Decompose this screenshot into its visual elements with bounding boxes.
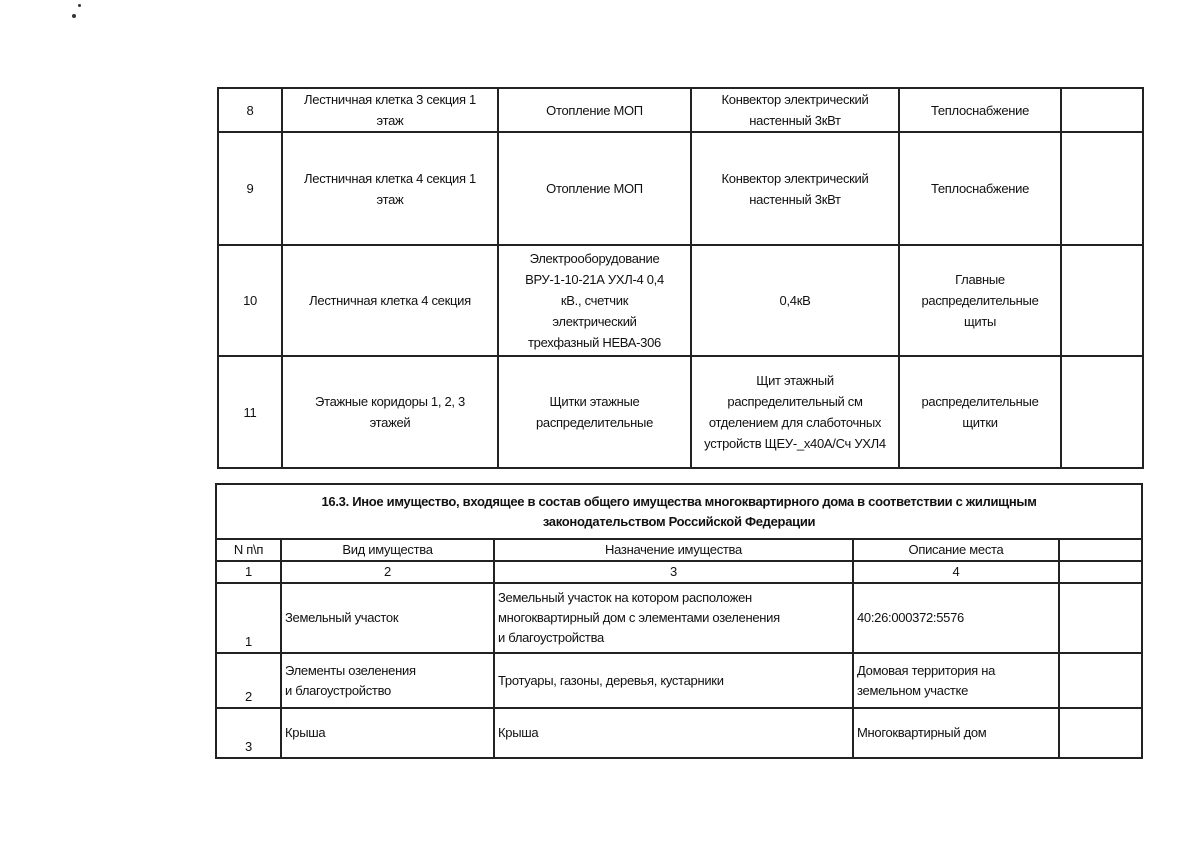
section-title: 16.3. Иное имущество, входящее в состав общего имущества многоквартирного дома в соответствии с жилищным законодательством Российской Федерации [216,484,1142,539]
system-cell: Главные распределительные щиты [899,245,1061,356]
table-row [218,88,1143,132]
column-number [1059,561,1142,583]
purpose-cell: Отопление МОП [498,132,691,245]
location-cell: Лестничная клетка 4 секция [282,245,498,356]
place-cell: Домовая территория на земельном участке [853,653,1059,708]
row-number: 9 [218,132,282,245]
purpose-cell: Тротуары, газоны, деревья, кустарники [494,653,853,708]
header-type: Вид имущества [281,539,494,561]
column-number: 3 [494,561,853,583]
purpose-cell: Щитки этажные распределительные [498,356,691,468]
type-cell: Элементы озеленения и благоустройство [281,653,494,708]
scan-speck [78,4,81,7]
system-cell: Теплоснабжение [899,88,1061,132]
table-row [216,583,1142,653]
purpose-cell: Электрооборудование ВРУ-1-10-21А УХЛ-4 0,4 кВ., счетчик электрический трехфазный НЕВА-306 [498,245,691,356]
system-cell: Теплоснабжение [899,132,1061,245]
type-cell: Крыша [281,708,494,758]
row-number: 2 [216,653,281,708]
location-cell: Лестничная клетка 3 секция 1 этаж [282,88,498,132]
header-number: N п\п [216,539,281,561]
table-row [216,653,1142,708]
place-cell: 40:26:000372:5576 [853,583,1059,653]
table-row [218,245,1143,356]
location-cell: Лестничная клетка 4 секция 1 этаж [282,132,498,245]
empty-cell [1061,356,1143,468]
row-number: 1 [216,583,281,653]
table-row [218,132,1143,245]
row-number: 10 [218,245,282,356]
header-place: Описание места [853,539,1059,561]
empty-cell [1061,245,1143,356]
description-cell: Конвектор электрический настенный 3кВт [691,132,899,245]
column-number: 1 [216,561,281,583]
header-row [216,539,1142,561]
location-cell: Этажные коридоры 1, 2, 3 этажей [282,356,498,468]
row-number: 11 [218,356,282,468]
empty-cell [1059,583,1142,653]
description-cell: 0,4кВ [691,245,899,356]
empty-cell [1061,132,1143,245]
header-purpose: Назначение имущества [494,539,853,561]
purpose-cell: Крыша [494,708,853,758]
system-cell: распределительные щитки [899,356,1061,468]
description-cell: Щит этажный распределительный см отделением для слаботочных устройств ЩЕУ-_х40А/Сч УХЛ4 [691,356,899,468]
column-number-row [216,561,1142,583]
equipment-table [217,87,1144,469]
row-number: 3 [216,708,281,758]
purpose-cell: Земельный участок на котором расположен многоквартирный дом с элементами озеленения и благоустройства [494,583,853,653]
other-property-table [215,483,1143,759]
empty-cell [1059,653,1142,708]
place-cell: Многоквартирный дом [853,708,1059,758]
column-number: 4 [853,561,1059,583]
scan-speck [72,14,76,18]
empty-cell [1061,88,1143,132]
row-number: 8 [218,88,282,132]
table-row [218,356,1143,468]
table-row [216,708,1142,758]
type-cell: Земельный участок [281,583,494,653]
purpose-cell: Отопление МОП [498,88,691,132]
description-cell: Конвектор электрический настенный 3кВт [691,88,899,132]
empty-cell [1059,708,1142,758]
column-number: 2 [281,561,494,583]
header-empty [1059,539,1142,561]
